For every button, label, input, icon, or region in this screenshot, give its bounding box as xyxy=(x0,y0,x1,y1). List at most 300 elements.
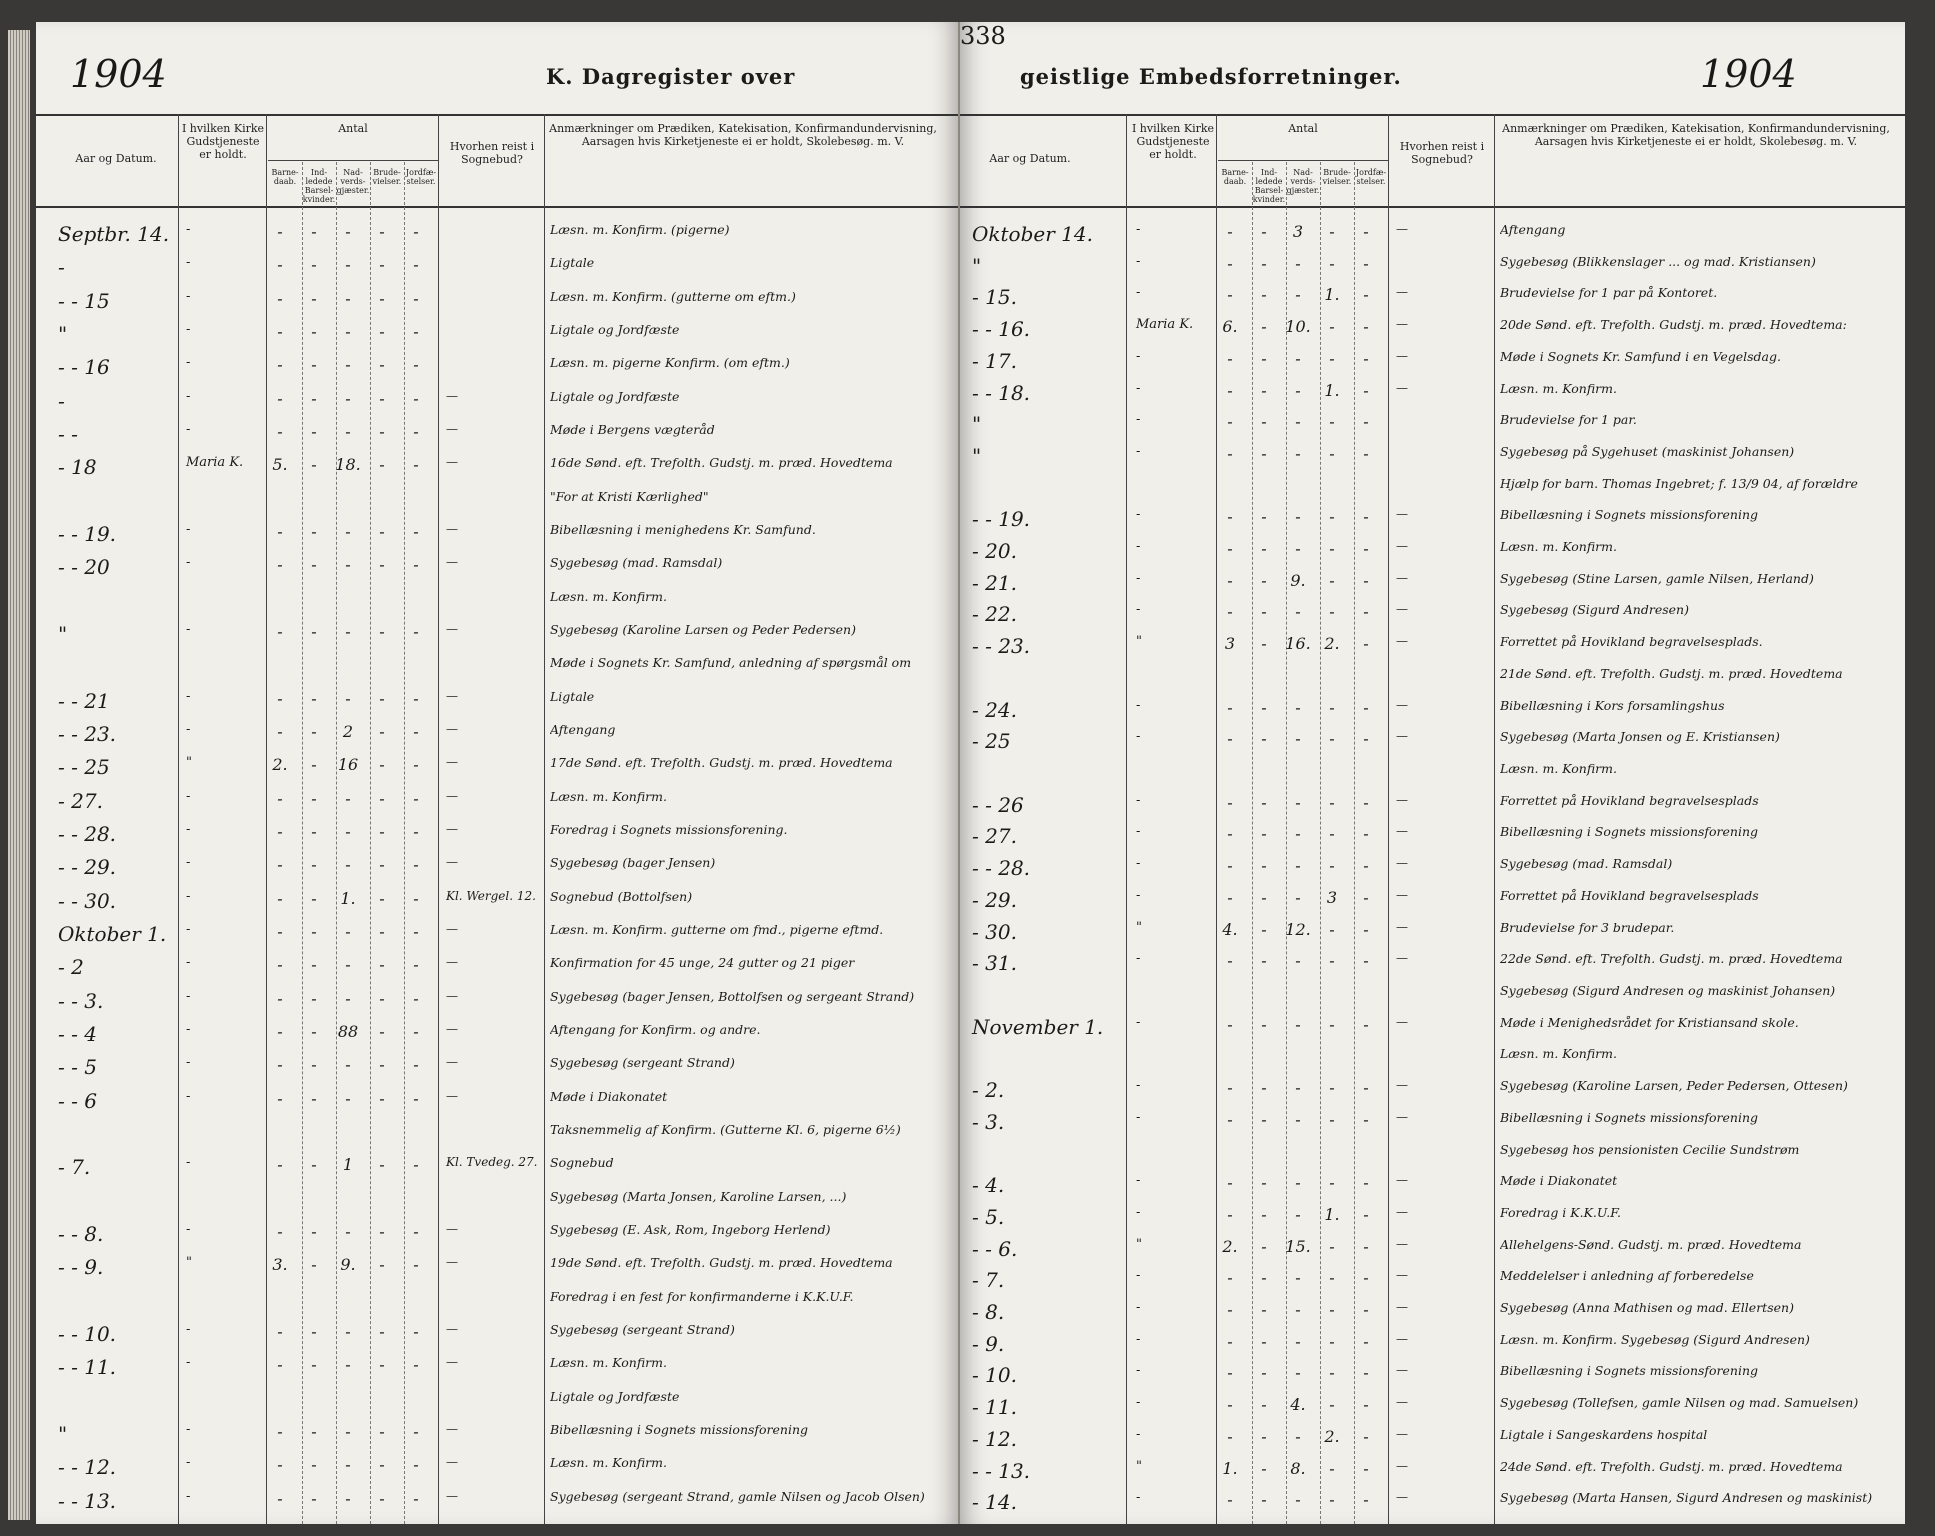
entry-church: Maria K. xyxy=(1136,317,1194,333)
entry-indledede: - xyxy=(311,1155,317,1175)
entry-brude: - xyxy=(379,1422,385,1441)
entry-church: - xyxy=(1136,1268,1141,1284)
entry-nadverd: - xyxy=(345,1422,351,1441)
ledger-row xyxy=(960,1078,1905,1108)
entry-barnedaab: - xyxy=(1227,792,1233,812)
entry-brude: - xyxy=(379,1055,385,1075)
entry-indledede: - xyxy=(1261,1109,1267,1129)
entry-barnedaab: - xyxy=(1227,856,1233,876)
entry-date: - - 16 xyxy=(58,355,110,380)
entry-indledede: - xyxy=(1261,1331,1267,1351)
entry-remark: Sygebesøg (Stine Larsen, gamle Nilsen, Herland) xyxy=(1500,570,1814,586)
entry-remark: Sygebesøg (sergeant Strand, gamle Nilsen og Jacob Olsen) xyxy=(550,1488,925,1504)
entry-travel: — xyxy=(1396,824,1408,839)
entry-nadverd: - xyxy=(345,1088,351,1108)
entry-remark: Ligtale og Jordfæste xyxy=(550,388,680,404)
ledger-row xyxy=(36,455,958,485)
entry-church: - xyxy=(186,222,191,237)
entry-nadverd: - xyxy=(1295,1363,1301,1383)
entry-nadverd: - xyxy=(1295,539,1301,559)
ledger-row xyxy=(960,571,1905,601)
entry-travel: — xyxy=(1396,634,1408,649)
entry-church: " xyxy=(186,1255,192,1271)
entry-indledede: - xyxy=(311,1422,317,1441)
entry-brude: - xyxy=(1329,1268,1335,1288)
entry-indledede: - xyxy=(1261,1458,1267,1478)
entry-jord: - xyxy=(1363,697,1369,717)
entry-indledede: - xyxy=(1261,1363,1267,1383)
entry-date: Septbr. 14. xyxy=(58,222,170,246)
entry-brude: - xyxy=(379,955,385,975)
entry-remark: Foredrag i K.K.U.F. xyxy=(1500,1204,1621,1220)
entry-remark: Foredrag i Sognets missionsforening. xyxy=(550,822,788,837)
entry-indledede: - xyxy=(311,355,317,375)
entry-indledede: - xyxy=(311,1355,317,1375)
col-travel: Hvorhen reist i Sognebud? xyxy=(449,140,535,166)
entry-date: - 27. xyxy=(972,824,1017,849)
entry-remark: Sygebesøg (mad. Ramsdal) xyxy=(1500,856,1673,872)
ledger-row xyxy=(960,729,1905,759)
entry-barnedaab: - xyxy=(277,422,283,441)
entry-indledede: - xyxy=(311,1055,317,1075)
entry-nadverd: - xyxy=(1295,951,1301,971)
col-church: I hvilken Kirke Gudstjeneste er holdt. xyxy=(1131,122,1215,161)
entry-barnedaab: - xyxy=(277,888,283,908)
entry-nadverd: - xyxy=(1295,887,1301,907)
entry-jord: - xyxy=(1363,1236,1369,1256)
ledger-row xyxy=(960,507,1905,537)
entry-indledede: - xyxy=(311,1222,317,1241)
entry-remark: Møde i Bergens vægteråd xyxy=(550,422,715,437)
entry-brude: - xyxy=(1329,507,1335,527)
entry-remark: Sygebesøg (sergeant Strand) xyxy=(550,1322,735,1337)
entry-indledede: - xyxy=(1261,697,1267,717)
entry-barnedaab: - xyxy=(277,788,283,808)
entry-remark: Bibellæsning i Sognets missionsforening xyxy=(550,1422,809,1437)
ledger-row xyxy=(960,1268,1905,1298)
ledger-row xyxy=(36,1055,958,1085)
ledger-row xyxy=(36,255,958,285)
entry-barnedaab: - xyxy=(1227,1331,1233,1351)
entry-remark: Læsn. m. Konfirm. (pigerne) xyxy=(550,222,730,237)
entry-travel: — xyxy=(446,455,458,470)
ledger-row xyxy=(36,789,958,819)
entry-church: - xyxy=(186,288,191,304)
entry-church: - xyxy=(186,555,191,571)
entry-brude: - xyxy=(1329,792,1335,812)
ledger-row xyxy=(36,1222,958,1252)
ledger-row xyxy=(960,1395,1905,1425)
entry-brude: - xyxy=(379,722,385,741)
entry-church: - xyxy=(186,1322,191,1337)
entry-barnedaab: - xyxy=(1227,539,1233,559)
entry-date: - 18 xyxy=(58,455,97,480)
entry-travel: Kl. Wergel. 12. xyxy=(446,888,536,903)
ledger-row xyxy=(36,755,958,785)
entry-brude: - xyxy=(379,888,385,908)
entry-jord: - xyxy=(413,555,419,575)
entry-nadverd: - xyxy=(345,322,351,341)
entry-church: " xyxy=(1136,1458,1142,1474)
entry-church: - xyxy=(1136,1300,1141,1316)
entry-remark: Aftengang xyxy=(1500,222,1566,237)
ledger-row xyxy=(960,793,1905,823)
entry-date: - - 13. xyxy=(972,1458,1031,1483)
entry-jord: - xyxy=(413,688,419,708)
entry-indledede: - xyxy=(311,388,317,408)
ledger-row xyxy=(36,1322,958,1352)
entry-jord: - xyxy=(413,355,419,375)
entry-indledede: - xyxy=(1261,1014,1267,1034)
entry-brude: - xyxy=(379,322,385,341)
entry-remark: Ligtale xyxy=(550,255,595,271)
entry-date: - 20. xyxy=(972,539,1017,564)
entry-indledede: - xyxy=(1261,1268,1267,1288)
entry-date: - - 19. xyxy=(58,522,117,546)
entry-date: - - 23. xyxy=(972,634,1031,659)
entry-date: - - 5 xyxy=(58,1055,97,1080)
ledger-row xyxy=(960,920,1905,950)
entry-jord: - xyxy=(413,255,419,275)
entry-barnedaab: - xyxy=(1227,697,1233,717)
entry-nadverd: 16. xyxy=(1285,634,1311,654)
entry-remark: Sygebesøg hos pensionisten Cecilie Sundstrøm xyxy=(1500,1141,1800,1157)
entry-brude: - xyxy=(379,555,385,575)
entry-jord: - xyxy=(1363,824,1369,844)
entry-travel: — xyxy=(1396,856,1408,871)
entry-jord: - xyxy=(413,1055,419,1075)
entry-brude: 1. xyxy=(1324,1204,1340,1224)
entry-church: - xyxy=(186,1355,191,1371)
entry-indledede: - xyxy=(1261,856,1267,876)
ledger-row xyxy=(36,422,958,452)
entry-barnedaab: - xyxy=(1227,570,1233,590)
ledger-row xyxy=(960,1490,1905,1520)
entry-barnedaab: - xyxy=(1227,1395,1233,1415)
entry-church: - xyxy=(1136,1331,1141,1347)
entry-remark: Bibellæsning i menighedens Kr. Samfund. xyxy=(550,522,816,537)
entry-remark: Forrettet på Hovikland begravelsesplads xyxy=(1500,792,1759,808)
entry-nadverd: 1. xyxy=(340,888,356,908)
entry-travel: — xyxy=(1396,380,1408,395)
entry-date: - 25 xyxy=(972,729,1011,754)
entry-brude: - xyxy=(379,822,385,841)
entry-jord: - xyxy=(413,1255,419,1275)
entry-indledede: - xyxy=(311,988,317,1008)
entry-brude: - xyxy=(1329,602,1335,622)
entry-brude: - xyxy=(1329,1395,1335,1415)
entry-barnedaab: - xyxy=(1227,253,1233,273)
header-rule-bottom xyxy=(960,206,1905,208)
entry-church: - xyxy=(1136,348,1141,364)
entry-remark: Sygebesøg (mad. Ramsdal) xyxy=(550,555,723,571)
entry-date: - xyxy=(58,255,65,280)
entry-brude: - xyxy=(1329,1331,1335,1351)
ledger-row xyxy=(960,1205,1905,1235)
entry-date: Oktober 1. xyxy=(58,922,167,946)
entry-remark: Forrettet på Hovikland begravelsesplads xyxy=(1500,887,1759,903)
left-page xyxy=(36,22,960,1524)
entry-travel: — xyxy=(1396,1395,1408,1410)
entry-date: - - 28. xyxy=(972,856,1031,881)
entry-remark: Sygebesøg (sergeant Strand) xyxy=(550,1055,735,1071)
entry-jord: - xyxy=(413,1422,419,1441)
entry-church: - xyxy=(1136,539,1141,555)
entry-indledede: - xyxy=(1261,1490,1267,1510)
entry-barnedaab: - xyxy=(277,1222,283,1241)
ledger-row xyxy=(960,1046,1905,1076)
entry-church: - xyxy=(1136,729,1141,745)
entry-indledede: - xyxy=(1261,634,1267,654)
entry-travel: — xyxy=(1396,1426,1408,1441)
entry-remark: Sygebesøg (Karoline Larsen, Peder Pedersen, Ottesen) xyxy=(1500,1078,1848,1094)
entry-travel: — xyxy=(1396,222,1408,236)
ledger-row xyxy=(36,1489,958,1519)
entry-brude: - xyxy=(379,455,385,475)
entry-travel: — xyxy=(1396,539,1408,554)
entry-date: - - 20 xyxy=(58,555,110,580)
entry-church: - xyxy=(1136,887,1141,903)
entry-indledede: - xyxy=(1261,1426,1267,1446)
entry-indledede: - xyxy=(311,1322,317,1341)
entry-date: - 10. xyxy=(972,1363,1017,1388)
ledger-row xyxy=(960,412,1905,442)
entry-date: - - 25 xyxy=(58,755,110,780)
col-brude: Brude-vielser. xyxy=(1322,168,1352,186)
entry-nadverd: 12. xyxy=(1285,919,1311,939)
entry-nadverd: - xyxy=(345,555,351,575)
entry-date: " xyxy=(972,253,982,278)
entry-jord: - xyxy=(413,822,419,841)
entry-church: - xyxy=(1136,222,1141,237)
ledger-row xyxy=(36,522,958,552)
entry-travel: — xyxy=(1396,1109,1408,1124)
ledger-row xyxy=(960,983,1905,1013)
page-number: 338 xyxy=(960,22,1006,50)
entry-church: - xyxy=(186,888,191,904)
entry-date: - - 4 xyxy=(58,1022,97,1046)
entry-barnedaab: - xyxy=(277,822,283,841)
entry-date: - 3. xyxy=(972,1109,1005,1134)
entry-indledede: - xyxy=(311,722,317,741)
entry-travel: — xyxy=(446,522,458,536)
entry-date: - - 19. xyxy=(972,507,1031,532)
entry-remark: Sygebesøg (Blikkenslager ... og mad. Kristiansen) xyxy=(1500,253,1816,269)
entry-brude: - xyxy=(379,988,385,1008)
ledger-row xyxy=(960,856,1905,886)
entry-indledede: - xyxy=(311,522,317,541)
ledger-row xyxy=(36,1355,958,1385)
entry-indledede: - xyxy=(1261,951,1267,971)
entry-church: - xyxy=(186,522,191,537)
entry-brude: - xyxy=(1329,348,1335,368)
title-right: geistlige Embedsforretninger. xyxy=(1020,64,1402,89)
entry-brude: - xyxy=(1329,919,1335,939)
entry-nadverd: - xyxy=(345,1222,351,1241)
entry-remark: Læsn. m. Konfirm. xyxy=(550,788,667,804)
entry-barnedaab: - xyxy=(277,288,283,308)
col-antal: Antal xyxy=(338,122,368,135)
entry-date: - 21. xyxy=(972,570,1017,595)
entry-brude: - xyxy=(379,355,385,375)
book-page-edges xyxy=(8,30,30,1520)
entry-nadverd: - xyxy=(345,1355,351,1375)
entry-barnedaab: - xyxy=(277,622,283,641)
entry-church: - xyxy=(1136,1109,1141,1125)
entry-church: - xyxy=(1136,1490,1141,1506)
entry-date: - - 6. xyxy=(972,1236,1018,1261)
entry-travel: — xyxy=(446,688,458,703)
entry-barnedaab: - xyxy=(1227,1173,1233,1193)
entry-jord: - xyxy=(1363,539,1369,559)
entry-nadverd: - xyxy=(1295,824,1301,844)
entry-nadverd: - xyxy=(1295,792,1301,812)
entry-indledede: - xyxy=(311,555,317,575)
entry-remark: Ligtale og Jordfæste xyxy=(550,1388,680,1404)
ledger-row xyxy=(36,289,958,319)
entry-indledede: - xyxy=(1261,348,1267,368)
entry-remark: Ligtale xyxy=(550,688,595,704)
entry-church: - xyxy=(1136,1173,1141,1189)
entry-travel: — xyxy=(1396,1014,1408,1029)
entry-nadverd: - xyxy=(345,388,351,408)
entry-remark: Sygebesøg (bager Jensen) xyxy=(550,855,716,871)
entry-jord: - xyxy=(413,988,419,1008)
entry-brude: - xyxy=(1329,1078,1335,1098)
ledger-row xyxy=(36,889,958,919)
entry-jord: - xyxy=(1363,729,1369,749)
entry-remark: Aftengang xyxy=(550,722,616,737)
entry-brude: 1. xyxy=(1324,380,1340,400)
entry-barnedaab: - xyxy=(1227,1426,1233,1446)
entry-nadverd: - xyxy=(345,788,351,808)
entry-indledede: - xyxy=(1261,443,1267,463)
entry-travel: — xyxy=(446,722,458,736)
entry-barnedaab: - xyxy=(277,388,283,408)
col-nadverd: Nad-verds-gjæster. xyxy=(1286,168,1320,195)
ledger-row xyxy=(36,489,958,519)
entry-nadverd: 10. xyxy=(1285,317,1311,337)
entry-date: - 31. xyxy=(972,951,1017,976)
entry-nadverd: - xyxy=(345,288,351,308)
ledger-row xyxy=(960,381,1905,411)
entry-jord: - xyxy=(1363,222,1369,241)
entry-brude: - xyxy=(1329,729,1335,749)
col-jord: Jordfæ-stelser. xyxy=(405,168,437,186)
entry-travel: — xyxy=(446,622,458,636)
entry-date: - 17. xyxy=(972,348,1017,373)
entry-brude: - xyxy=(1329,1300,1335,1320)
entry-remark: Ligtale i Sangeskardens hospital xyxy=(1500,1426,1708,1442)
entry-jord: - xyxy=(1363,1078,1369,1098)
entry-church: - xyxy=(186,788,191,804)
ledger-row xyxy=(960,761,1905,791)
entry-church: - xyxy=(1136,1014,1141,1030)
ledger-row xyxy=(960,951,1905,981)
entry-barnedaab: 1. xyxy=(1222,1458,1238,1478)
entry-indledede: - xyxy=(311,288,317,308)
ledger-row xyxy=(960,285,1905,315)
entry-travel: — xyxy=(446,1055,458,1070)
entry-indledede: - xyxy=(311,1022,317,1041)
entry-travel: — xyxy=(1396,1300,1408,1315)
entry-church: - xyxy=(186,622,191,637)
entry-brude: - xyxy=(379,788,385,808)
entry-church: - xyxy=(1136,380,1141,396)
entry-remark: Brudevielse for 1 par på Kontoret. xyxy=(1500,285,1718,301)
ledger-row xyxy=(960,1173,1905,1203)
entry-church: - xyxy=(1136,443,1141,459)
entry-church: - xyxy=(1136,1426,1141,1442)
col-date: Aar og Datum. xyxy=(989,152,1071,165)
entry-indledede: - xyxy=(1261,222,1267,241)
ledger-row xyxy=(960,222,1905,252)
ledger-row xyxy=(960,1427,1905,1457)
entry-church: - xyxy=(186,1088,191,1104)
ledger-row xyxy=(960,634,1905,664)
entry-date: " xyxy=(972,443,982,468)
entry-nadverd: - xyxy=(345,955,351,975)
entry-date: - - 3. xyxy=(58,988,104,1013)
entry-nadverd: - xyxy=(1295,1331,1301,1351)
col-travel: Hvorhen reist i Sognebud? xyxy=(1399,140,1485,166)
entry-church: " xyxy=(1136,919,1142,935)
ledger-row xyxy=(36,1255,958,1285)
ledger-row xyxy=(36,1089,958,1119)
entry-barnedaab: - xyxy=(1227,443,1233,463)
entry-brude: - xyxy=(1329,824,1335,844)
ledger-row xyxy=(960,444,1905,474)
entry-church: - xyxy=(186,255,191,271)
entry-indledede: - xyxy=(311,322,317,341)
entry-brude: - xyxy=(1329,443,1335,463)
entry-indledede: - xyxy=(1261,1395,1267,1415)
entry-church: - xyxy=(186,955,191,971)
entry-church: " xyxy=(1136,634,1142,650)
entry-remark: Læsn. m. Konfirm. (gutterne om eftm.) xyxy=(550,288,796,304)
entry-church: - xyxy=(1136,1395,1141,1411)
entry-remark: Brudevielse for 3 brudepar. xyxy=(1500,919,1675,935)
entry-travel: — xyxy=(446,555,458,570)
entry-indledede: - xyxy=(311,1488,317,1508)
col-indledede: Ind-ledede Barsel-kvinder. xyxy=(302,168,336,204)
entry-remark: Sygebesøg (Karoline Larsen og Peder Pedersen) xyxy=(550,622,856,637)
entry-church: - xyxy=(1136,570,1141,586)
entry-date: - 5. xyxy=(972,1204,1005,1229)
ledger-row xyxy=(36,689,958,719)
entry-remark: 21de Sønd. eft. Trefolth. Gudstj. m. præd. Hovedtema xyxy=(1500,665,1843,681)
entry-church: - xyxy=(1136,412,1141,428)
entry-jord: - xyxy=(413,388,419,408)
entry-remark: Bibellæsning i Kors forsamlingshus xyxy=(1500,697,1725,713)
entry-barnedaab: - xyxy=(277,688,283,708)
entry-nadverd: 15. xyxy=(1285,1236,1311,1256)
entry-remark: Møde i Sognets Kr. Samfund, anledning af spørgsmål om xyxy=(550,655,912,671)
entry-jord: - xyxy=(413,222,419,241)
entry-travel: — xyxy=(446,922,458,936)
entry-date: - 8. xyxy=(972,1300,1005,1325)
entry-indledede: - xyxy=(1261,919,1267,939)
entry-indledede: - xyxy=(1261,602,1267,622)
entry-brude: - xyxy=(379,1155,385,1175)
ledger-row xyxy=(36,855,958,885)
entry-nadverd: - xyxy=(1295,1109,1301,1129)
entry-barnedaab: - xyxy=(1227,1490,1233,1510)
entry-barnedaab: 2. xyxy=(272,755,288,775)
entry-brude: - xyxy=(379,1255,385,1275)
entry-date: - - 23. xyxy=(58,722,117,746)
entry-brude: - xyxy=(1329,1363,1335,1383)
